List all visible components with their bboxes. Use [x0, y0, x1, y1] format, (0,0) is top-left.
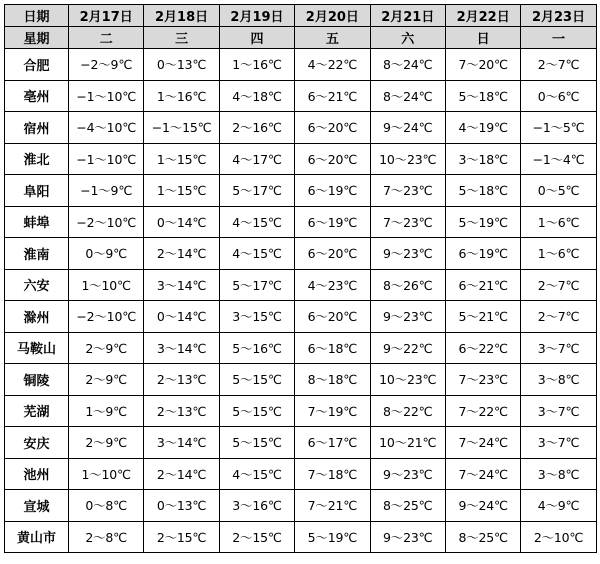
- temperature-cell: 0～8℃: [69, 490, 144, 522]
- temperature-cell: 9～23℃: [370, 301, 445, 333]
- city-name-cell: 黄山市: [5, 521, 69, 553]
- table-row: [5, 175, 597, 207]
- temperature-cell: 9～23℃: [370, 238, 445, 270]
- table-row: [5, 206, 597, 238]
- date-header-cell: 2月18日: [144, 5, 219, 27]
- table-row: [5, 238, 597, 270]
- temperature-cell: 5～18℃: [445, 80, 520, 112]
- city-name-cell: 芜湖: [5, 395, 69, 427]
- temperature-cell: 2～14℃: [144, 458, 219, 490]
- temperature-cell: 5～17℃: [219, 269, 294, 301]
- temperature-cell: 9～23℃: [370, 521, 445, 553]
- temperature-cell: 2～9℃: [69, 332, 144, 364]
- temperature-cell: 4～15℃: [219, 206, 294, 238]
- temperature-cell: 2～7℃: [521, 49, 596, 81]
- temperature-cell: 5～21℃: [445, 301, 520, 333]
- temperature-cell: 2～15℃: [144, 521, 219, 553]
- temperature-cell: 8～24℃: [370, 49, 445, 81]
- temperature-cell: 8～26℃: [370, 269, 445, 301]
- temperature-cell: 3～16℃: [219, 490, 294, 522]
- forecast-body: [5, 49, 597, 553]
- weekday-header-cell: 一: [521, 27, 596, 49]
- table-row: [5, 364, 597, 396]
- temperature-cell: 4～15℃: [219, 458, 294, 490]
- temperature-cell: 2～7℃: [521, 269, 596, 301]
- temperature-cell: 3～15℃: [219, 301, 294, 333]
- temperature-cell: 0～14℃: [144, 206, 219, 238]
- temperature-cell: 4～19℃: [445, 112, 520, 144]
- temperature-cell: 10～23℃: [370, 143, 445, 175]
- temperature-cell: 4～15℃: [219, 238, 294, 270]
- temperature-cell: 4～23℃: [295, 269, 370, 301]
- temperature-cell: 7～23℃: [370, 175, 445, 207]
- temperature-cell: 3～7℃: [521, 427, 596, 459]
- temperature-cell: 7～20℃: [445, 49, 520, 81]
- temperature-cell: 10～23℃: [370, 364, 445, 396]
- temperature-cell: 6～20℃: [295, 112, 370, 144]
- weekday-header-cell: 三: [144, 27, 219, 49]
- city-name-cell: 池州: [5, 458, 69, 490]
- table-row: [5, 490, 597, 522]
- weekday-header-cell: 五: [295, 27, 370, 49]
- temperature-cell: 4～18℃: [219, 80, 294, 112]
- table-row: [5, 143, 597, 175]
- temperature-cell: 0～13℃: [144, 490, 219, 522]
- temperature-cell: 1～6℃: [521, 206, 596, 238]
- weekday-header-cell: 日: [445, 27, 520, 49]
- temperature-cell: 6～18℃: [295, 332, 370, 364]
- temperature-cell: −1～10℃: [69, 143, 144, 175]
- temperature-cell: 5～18℃: [445, 175, 520, 207]
- temperature-cell: 9～22℃: [370, 332, 445, 364]
- temperature-cell: 0～9℃: [69, 238, 144, 270]
- temperature-cell: 5～15℃: [219, 364, 294, 396]
- temperature-cell: −1～15℃: [144, 112, 219, 144]
- temperature-cell: 2～10℃: [521, 521, 596, 553]
- temperature-cell: 6～19℃: [445, 238, 520, 270]
- temperature-cell: 7～23℃: [370, 206, 445, 238]
- temperature-cell: 2～13℃: [144, 395, 219, 427]
- table-row: [5, 301, 597, 333]
- temperature-cell: 2～8℃: [69, 521, 144, 553]
- temperature-cell: −1～10℃: [69, 80, 144, 112]
- temperature-cell: 7～23℃: [445, 364, 520, 396]
- temperature-cell: 2～15℃: [219, 521, 294, 553]
- table-row: [5, 80, 597, 112]
- date-header-cell: 2月23日: [521, 5, 596, 27]
- temperature-cell: 7～19℃: [295, 395, 370, 427]
- temperature-cell: 3～14℃: [144, 332, 219, 364]
- temperature-cell: 6～20℃: [295, 301, 370, 333]
- table-row: [5, 332, 597, 364]
- temperature-cell: 2～14℃: [144, 238, 219, 270]
- table-row: [5, 458, 597, 490]
- weekday-row-label: 星期: [5, 27, 69, 49]
- temperature-cell: 3～14℃: [144, 427, 219, 459]
- temperature-cell: 5～19℃: [445, 206, 520, 238]
- temperature-cell: 9～23℃: [370, 458, 445, 490]
- city-name-cell: 六安: [5, 269, 69, 301]
- temperature-cell: 2～9℃: [69, 364, 144, 396]
- temperature-cell: 3～8℃: [521, 364, 596, 396]
- temperature-cell: 2～9℃: [69, 427, 144, 459]
- city-name-cell: 马鞍山: [5, 332, 69, 364]
- city-name-cell: 淮南: [5, 238, 69, 270]
- temperature-cell: 7～24℃: [445, 427, 520, 459]
- temperature-cell: 6～20℃: [295, 238, 370, 270]
- temperature-cell: 2～16℃: [219, 112, 294, 144]
- weekday-header-cell: 二: [69, 27, 144, 49]
- temperature-cell: 3～8℃: [521, 458, 596, 490]
- temperature-cell: 2～13℃: [144, 364, 219, 396]
- date-row-label: 日期: [5, 5, 69, 27]
- temperature-cell: −1～5℃: [521, 112, 596, 144]
- temperature-cell: 8～22℃: [370, 395, 445, 427]
- weekday-header-cell: 六: [370, 27, 445, 49]
- temperature-cell: 1～16℃: [219, 49, 294, 81]
- temperature-cell: 8～18℃: [295, 364, 370, 396]
- city-name-cell: 亳州: [5, 80, 69, 112]
- temperature-cell: 6～21℃: [445, 269, 520, 301]
- city-name-cell: 安庆: [5, 427, 69, 459]
- date-header-cell: 2月22日: [445, 5, 520, 27]
- temperature-cell: 3～7℃: [521, 332, 596, 364]
- temperature-cell: 2～7℃: [521, 301, 596, 333]
- temperature-cell: −2～10℃: [69, 206, 144, 238]
- temperature-cell: 6～20℃: [295, 143, 370, 175]
- temperature-cell: 7～18℃: [295, 458, 370, 490]
- temperature-cell: 4～17℃: [219, 143, 294, 175]
- city-name-cell: 阜阳: [5, 175, 69, 207]
- temperature-cell: 0～13℃: [144, 49, 219, 81]
- city-name-cell: 合肥: [5, 49, 69, 81]
- weekday-header-row: [5, 27, 597, 49]
- temperature-cell: 5～19℃: [295, 521, 370, 553]
- temperature-cell: 5～17℃: [219, 175, 294, 207]
- temperature-cell: 5～15℃: [219, 395, 294, 427]
- temperature-cell: 3～14℃: [144, 269, 219, 301]
- city-name-cell: 宿州: [5, 112, 69, 144]
- temperature-cell: 6～21℃: [295, 80, 370, 112]
- temperature-cell: 9～24℃: [445, 490, 520, 522]
- temperature-cell: 8～25℃: [445, 521, 520, 553]
- temperature-cell: 7～22℃: [445, 395, 520, 427]
- temperature-cell: 6～17℃: [295, 427, 370, 459]
- temperature-cell: −2～10℃: [69, 301, 144, 333]
- temperature-cell: 1～16℃: [144, 80, 219, 112]
- city-name-cell: 滁州: [5, 301, 69, 333]
- temperature-cell: 0～14℃: [144, 301, 219, 333]
- city-name-cell: 淮北: [5, 143, 69, 175]
- temperature-cell: −4～10℃: [69, 112, 144, 144]
- temperature-cell: 3～18℃: [445, 143, 520, 175]
- temperature-cell: 1～10℃: [69, 269, 144, 301]
- temperature-cell: −2～9℃: [69, 49, 144, 81]
- table-row: [5, 49, 597, 81]
- temperature-cell: 6～22℃: [445, 332, 520, 364]
- temperature-cell: 1～15℃: [144, 143, 219, 175]
- temperature-cell: −1～9℃: [69, 175, 144, 207]
- table-row: [5, 395, 597, 427]
- date-header-cell: 2月21日: [370, 5, 445, 27]
- weather-forecast-table: [4, 4, 597, 553]
- temperature-cell: 4～9℃: [521, 490, 596, 522]
- table-row: [5, 427, 597, 459]
- temperature-cell: 9～24℃: [370, 112, 445, 144]
- weekday-header-cell: 四: [219, 27, 294, 49]
- temperature-cell: 1～10℃: [69, 458, 144, 490]
- temperature-cell: 3～7℃: [521, 395, 596, 427]
- city-name-cell: 铜陵: [5, 364, 69, 396]
- table-row: [5, 112, 597, 144]
- date-header-cell: 2月20日: [295, 5, 370, 27]
- temperature-cell: 5～15℃: [219, 427, 294, 459]
- temperature-cell: 7～24℃: [445, 458, 520, 490]
- temperature-cell: 6～19℃: [295, 206, 370, 238]
- temperature-cell: 10～21℃: [370, 427, 445, 459]
- temperature-cell: 8～25℃: [370, 490, 445, 522]
- temperature-cell: 7～21℃: [295, 490, 370, 522]
- temperature-cell: 5～16℃: [219, 332, 294, 364]
- date-header-cell: 2月19日: [219, 5, 294, 27]
- temperature-cell: 8～24℃: [370, 80, 445, 112]
- temperature-cell: 4～22℃: [295, 49, 370, 81]
- date-header-row: [5, 5, 597, 27]
- temperature-cell: 0～6℃: [521, 80, 596, 112]
- temperature-cell: 1～9℃: [69, 395, 144, 427]
- table-row: [5, 521, 597, 553]
- date-header-cell: 2月17日: [69, 5, 144, 27]
- city-name-cell: 蚌埠: [5, 206, 69, 238]
- temperature-cell: 6～19℃: [295, 175, 370, 207]
- temperature-cell: 0～5℃: [521, 175, 596, 207]
- temperature-cell: 1～15℃: [144, 175, 219, 207]
- city-name-cell: 宣城: [5, 490, 69, 522]
- table-row: [5, 269, 597, 301]
- temperature-cell: −1～4℃: [521, 143, 596, 175]
- temperature-cell: 1～6℃: [521, 238, 596, 270]
